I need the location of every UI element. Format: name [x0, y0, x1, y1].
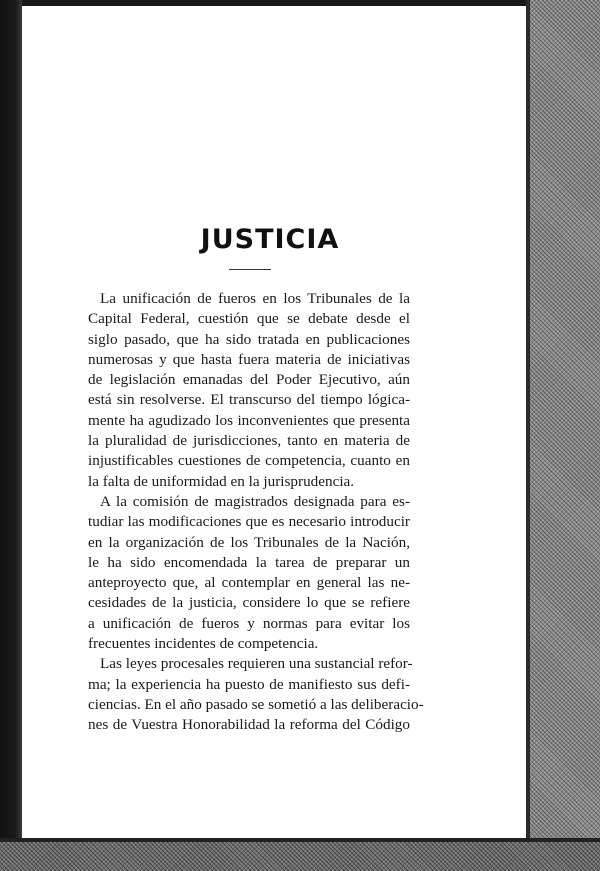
- scan-top-edge: [0, 0, 600, 6]
- scan-bottom-edge: [0, 838, 600, 871]
- paragraph-2: [88, 492, 410, 654]
- scan-left-edge: [0, 0, 22, 871]
- text-line: Las leyes procesales requieren una sustancial refor-: [100, 655, 413, 673]
- text-line: mente ha agudizado los inconvenientes que presenta: [88, 411, 410, 429]
- scan-right-edge: [526, 0, 600, 871]
- paragraph-1: [88, 289, 410, 492]
- text-line: a unificación de fueros y normas para evitar los: [88, 614, 410, 632]
- text-line: le ha sido encomendada la tarea de preparar un: [88, 553, 410, 571]
- text-line: Capital Federal, cuestión que se debate desde el: [88, 310, 410, 328]
- text-line: está sin resolverse. El transcurso del tiempo lógica-: [88, 391, 410, 409]
- text-line: numerosas y que hasta fuera materia de iniciativas: [88, 350, 410, 368]
- text-line: la falta de uniformidad en la jurisprudencia.: [88, 472, 355, 490]
- text-line: cesidades de la justicia, considere lo que se refiere: [88, 594, 410, 612]
- paragraph-3: [88, 654, 424, 735]
- text-line: anteproyecto que, al contemplar en general las ne-: [88, 574, 410, 592]
- text-line: ciencias. En el año pasado se sometió a las deliberacio-: [88, 695, 424, 713]
- text-line: injustificables cuestiones de competencia, cuanto en: [88, 452, 410, 470]
- text-line: La unificación de fueros en los Tribunales de la: [100, 290, 410, 307]
- text-line: frecuentes incidentes de competencia.: [88, 635, 319, 653]
- text-line: A la comisión de magistrados designada para es-: [100, 492, 410, 510]
- text-line: nes de Vuestra Honorabilidad la reforma del Código: [88, 716, 410, 734]
- text-line: en la organización de los Tribunales de la Nación,: [88, 533, 410, 551]
- body-text: [88, 289, 424, 736]
- text-line: de legislación emanadas del Poder Ejecutivo, aún: [88, 371, 410, 389]
- text-line: la pluralidad de jurisdicciones, tanto en materia de: [88, 432, 410, 450]
- title-rule: [229, 269, 271, 270]
- text-line: ma; la experiencia ha puesto de manifiesto sus defi-: [88, 675, 410, 693]
- page-title: JUSTICIA: [200, 224, 340, 255]
- text-line: tudiar las modificaciones que es necesario introducir: [88, 513, 410, 531]
- text-line: siglo pasado, que ha sido tratada en publicaciones: [88, 330, 410, 348]
